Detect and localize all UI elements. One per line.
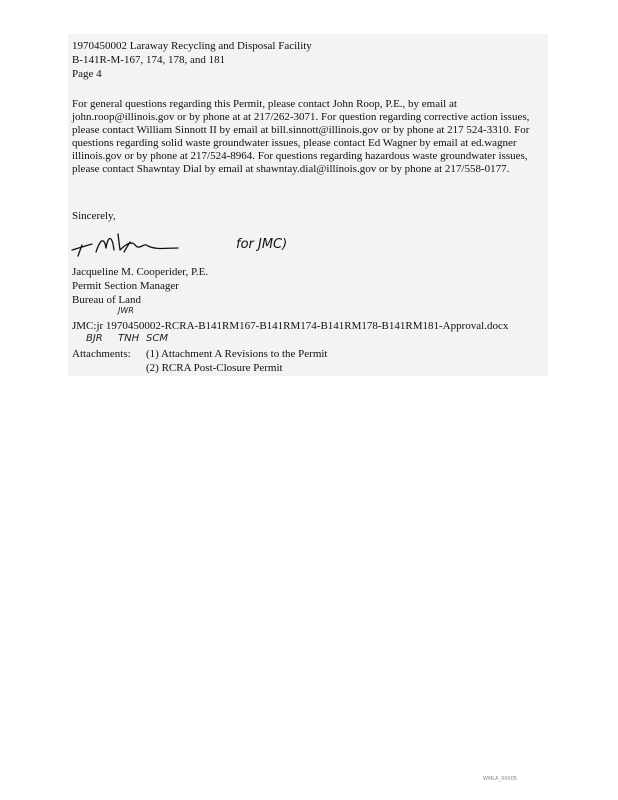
facility-id-line: 1970450002 Laraway Recycling and Disposal Facility: [72, 40, 312, 52]
signer-title: Permit Section Manager: [72, 280, 179, 292]
initials-top: JWR: [118, 306, 134, 315]
initials-bottom-1: BJR: [86, 333, 103, 344]
contact-paragraph: For general questions regarding this Permit, please contact John Roop, P.E., by email at john.roop@illinois.gov or by phone at at 217/262-3071. For question regarding corrective action issues, please contact William Sinnott II by email at bill.sinnott@illinois.gov or by phone at 217 524-3310. For questions regarding solid waste groundwater issues, please contact Ed Wagner by email at ed.wagner illinois.gov or by phone at 217/524-8964. For questions regarding hazardous waste groundwater issues, please contact Shawntay Dial by email at shawntay.dial@illinois.gov or by phone at 217/558-0177.: [72, 98, 530, 175]
reference-filename: JMC:jr 1970450002-RCRA-B141RM167-B141RM174-B141RM178-B141RM181-Approval.docx: [72, 320, 509, 332]
initials-bottom-2: TNH: [118, 333, 140, 344]
document-id: WMLA_00005: [483, 776, 517, 782]
signer-name: Jacqueline M. Cooperider, P.E.: [72, 266, 209, 278]
bureau-name: Bureau of Land: [72, 294, 142, 306]
page-number: Page 4: [72, 68, 102, 80]
attachment-item-1: (1) Attachment A Revisions to the Permit: [146, 348, 328, 360]
initials-bottom-3: SCM: [146, 333, 168, 344]
signature-image: [66, 222, 326, 262]
salutation: Sincerely,: [72, 210, 116, 222]
attachments-label: Attachments:: [72, 348, 131, 360]
signature-note: for JMC): [236, 237, 288, 252]
attachment-item-2: (2) RCRA Post-Closure Permit: [146, 362, 283, 374]
permit-number-line: B-141R-M-167, 174, 178, and 181: [72, 54, 226, 66]
